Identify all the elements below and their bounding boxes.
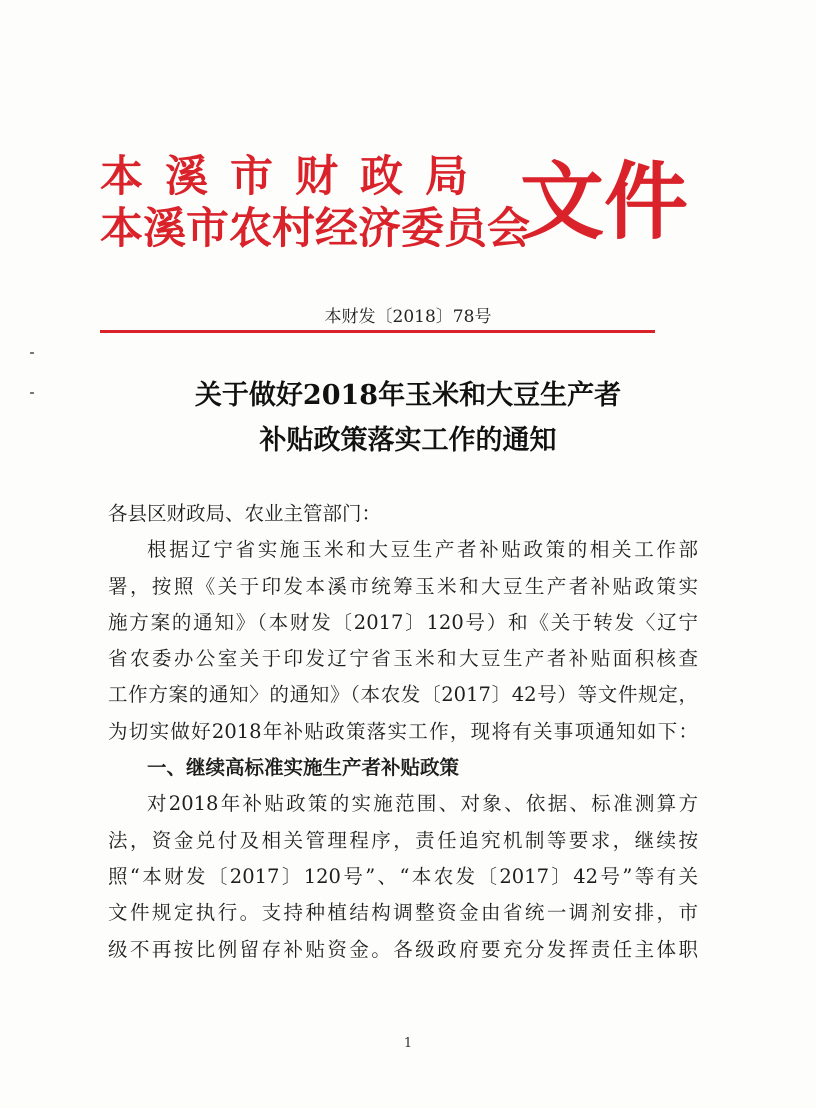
addressee: 各县区财政局、农业主管部门： <box>108 502 382 525</box>
body-line: 施方案的通知》（本财发〔2017〕120号）和《关于转发〈辽宁 <box>108 610 698 634</box>
issuer-finance-bureau: 本溪市财政局 <box>100 152 490 202</box>
notice-title-line-2: 补贴政策落实工作的通知 <box>259 425 557 456</box>
document-word: 文件 <box>520 153 689 251</box>
red-header <box>100 142 700 257</box>
page-number: 1 <box>403 1036 413 1051</box>
issuer-rural-economy-committee: 本溪市农村经济委员会 <box>100 204 530 254</box>
body-line: 法，资金兑付及相关管理程序，责任追究机制等要求，继续按 <box>108 828 698 852</box>
document-number: 本财发〔2018〕78号 <box>324 307 492 327</box>
body-line: 文件规定执行。支持种植结构调整资金由省统一调剂安排，市 <box>108 901 698 925</box>
body-line: 省农委办公室关于印发辽宁省玉米和大豆生产者补贴面积核查 <box>108 647 698 671</box>
body-line: 级不再按比例留存补贴资金。各级政府要充分发挥责任主体职 <box>108 937 698 961</box>
body-line: 署，按照《关于印发本溪市统筹玉米和大豆生产者补贴政策实 <box>108 574 698 598</box>
section-heading: 一、继续高标准实施生产者补贴政策 <box>147 756 460 780</box>
body-line: 对2018年补贴政策的实施范围、对象、依据、标准测算方 <box>147 792 698 816</box>
body-line: 照“本财发〔2017〕120号”、“本农发〔2017〕42号”等有关 <box>108 864 698 888</box>
body-line: 根据辽宁省实施玉米和大豆生产者补贴政策的相关工作部 <box>147 538 698 562</box>
notice-body <box>108 496 698 968</box>
body-line: 工作方案的通知〉的通知》（本农发〔2017〕42号）等文件规定， <box>108 683 698 707</box>
scan-speck <box>30 352 34 354</box>
notice-title-line-1: 关于做好2018年玉米和大豆生产者 <box>194 380 622 411</box>
red-divider <box>100 330 655 333</box>
body-line: 为切实做好2018年补贴政策落实工作，现将有关事项通知如下： <box>108 719 698 743</box>
